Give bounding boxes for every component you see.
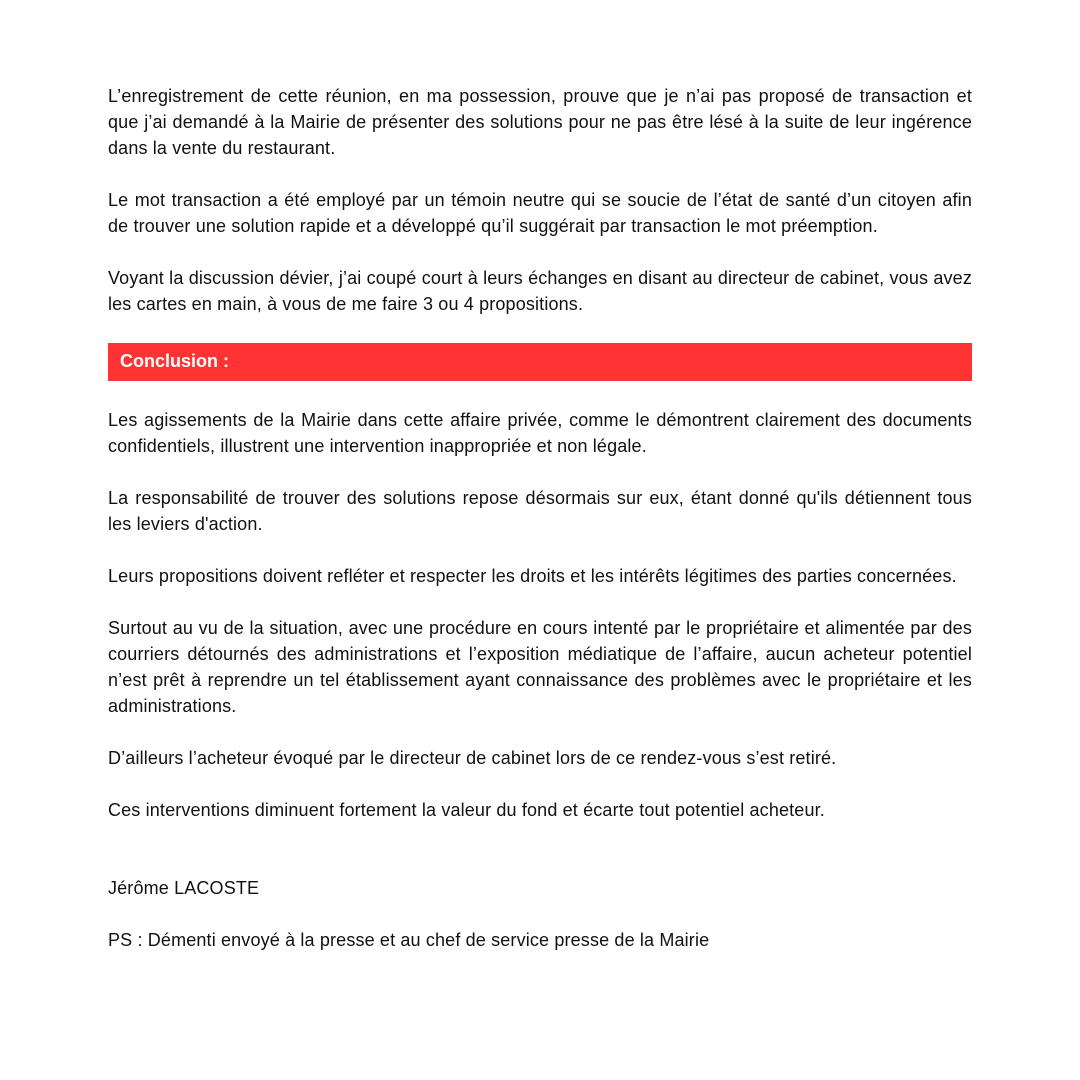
conclusion-paragraph-4: Surtout au vu de la situation, avec une procédure en cours intenté par le propriétaire et alimentée par des courriers détournés des administrations et l’exposition médiatique de l’affaire, aucun acheteur potentiel n’est prêt à reprendre un tel établissement ayant connaissance des problèmes avec le propriétaire et les administrations. <box>108 618 972 716</box>
document-body <box>108 83 972 953</box>
conclusion-paragraph-5: D’ailleurs l’acheteur évoqué par le directeur de cabinet lors de ce rendez-vous s’est retiré. <box>108 748 837 768</box>
intro-paragraph-3: Voyant la discussion dévier, j’ai coupé court à leurs échanges en disant au directeur de cabinet, vous avez les cartes en main, à vous de me faire 3 ou 4 propositions. <box>108 268 972 314</box>
intro-paragraph-1: L’enregistrement de cette réunion, en ma possession, prouve que je n’ai pas proposé de transaction et que j’ai demandé à la Mairie de présenter des solutions pour ne pas être lésé à la suite de leur ingérence dans la vente du restaurant. <box>108 86 972 158</box>
conclusion-paragraph-1: Les agissements de la Mairie dans cette affaire privée, comme le démontrent clairement des documents confidentiels, illustrent une intervention inappropriée et non légale. <box>108 410 972 456</box>
conclusion-paragraph-2: La responsabilité de trouver des solutions repose désormais sur eux, étant donné qu'ils détiennent tous les leviers d'action. <box>108 488 972 534</box>
intro-paragraph-2: Le mot transaction a été employé par un témoin neutre qui se soucie de l’état de santé d’un citoyen afin de trouver une solution rapide et a développé qu’il suggérait par transaction le mot préemption. <box>108 190 972 236</box>
conclusion-paragraph-3: Leurs propositions doivent refléter et respecter les droits et les intérêts légitimes des parties concernées. <box>108 566 957 586</box>
conclusion-heading: Conclusion : <box>108 343 972 381</box>
conclusion-paragraph-6: Ces interventions diminuent fortement la valeur du fond et écarte tout potentiel acheteur. <box>108 800 825 820</box>
signature: Jérôme LACOSTE <box>108 878 260 898</box>
postscript: PS : Démenti envoyé à la presse et au chef de service presse de la Mairie <box>108 930 710 950</box>
